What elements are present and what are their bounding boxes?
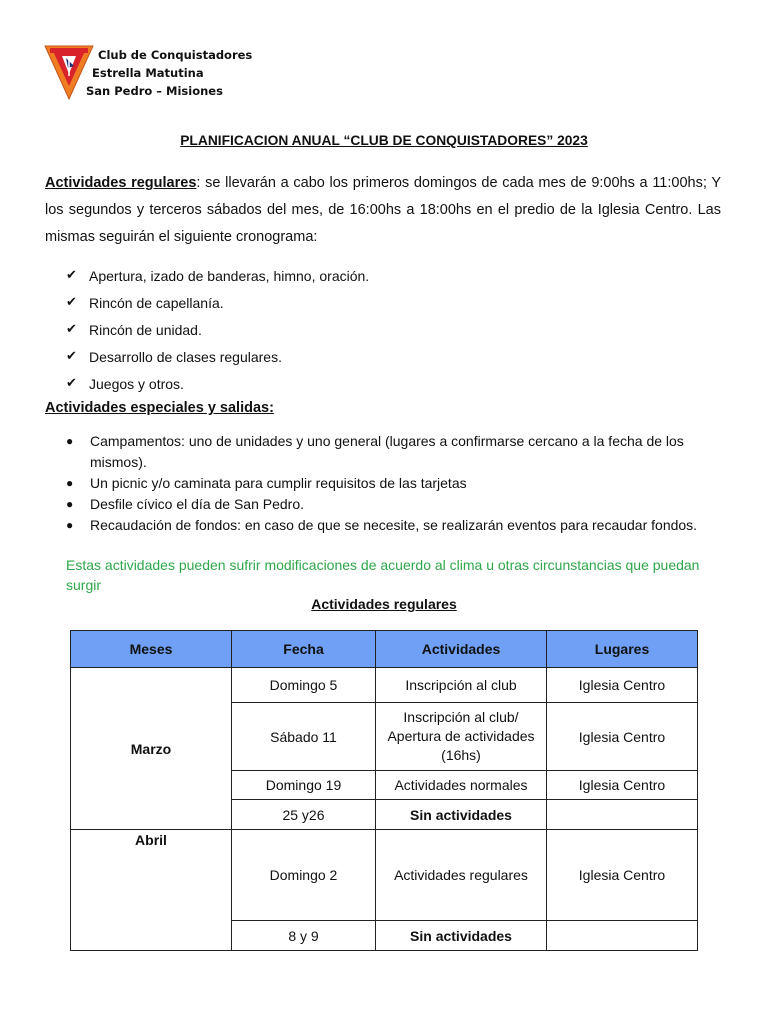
list-item: ✔ Rincón de capellanía. — [66, 289, 369, 316]
special-activities-heading: Actividades especiales y salidas: — [45, 400, 274, 416]
table-row — [71, 668, 698, 703]
fecha-cell: Sábado 11 — [232, 703, 376, 771]
list-item: ✔ Rincón de unidad. — [66, 316, 369, 343]
lugar-cell: Iglesia Centro — [547, 771, 698, 800]
check-icon: ✔ — [66, 348, 77, 364]
fecha-cell: Domingo 2 — [232, 830, 376, 921]
regular-activities-text: : se llevarán a cabo los primeros domingos de cada mes de 9:00hs a 11:00hs; Y los segundos y terceros sábados del mes, de 16:00hs a 18:00hs en el predio de la Iglesia Centro. Las mismas seguirán el siguiente cronograma: — [45, 175, 721, 245]
schedule-table — [70, 630, 698, 951]
table-title: Actividades regulares — [311, 596, 457, 612]
lugar-cell — [547, 921, 698, 951]
lugar-cell: Iglesia Centro — [547, 668, 698, 703]
regular-activities-label: Actividades regulares — [45, 175, 197, 191]
actividad-cell: Sin actividades — [376, 921, 547, 951]
list-item: ✔ Desarrollo de clases regulares. — [66, 343, 369, 370]
bullet-icon: ● — [66, 434, 74, 448]
lugar-cell: Iglesia Centro — [547, 703, 698, 771]
fecha-cell: 25 y26 — [232, 800, 376, 830]
list-item: ● Un picnic y/o caminata para cumplir requisitos de las tarjetas — [66, 473, 716, 494]
header-actividades: Actividades — [376, 631, 547, 668]
list-item: ✔ Juegos y otros. — [66, 370, 369, 397]
table-header-row — [71, 631, 698, 668]
month-cell: Abril — [71, 830, 232, 951]
club-location: San Pedro – Misiones — [86, 84, 223, 98]
actividad-cell: Actividades normales — [376, 771, 547, 800]
schedule-checklist — [66, 262, 369, 397]
header-lugares: Lugares — [547, 631, 698, 668]
check-icon: ✔ — [66, 375, 77, 391]
document-title: PLANIFICACION ANUAL “CLUB DE CONQUISTADORES” 2023 — [180, 133, 588, 148]
actividad-cell: Inscripción al club/ Apertura de actividades (16hs) — [376, 703, 547, 771]
list-item: ● Campamentos: uno de unidades y uno general (lugares a confirmarse cercano a la fecha de los mismos). — [66, 431, 716, 473]
lugar-cell: Iglesia Centro — [547, 830, 698, 921]
list-item: ● Recaudación de fondos: en caso de que se necesite, se realizarán eventos para recaudar fondos. — [66, 515, 716, 536]
special-activities-list — [66, 431, 716, 536]
club-name: Club de Conquistadores — [98, 48, 253, 62]
month-cell: Marzo — [71, 668, 232, 830]
list-item: ● Desfile cívico el día de San Pedro. — [66, 494, 716, 515]
regular-activities-paragraph — [45, 170, 721, 251]
check-icon: ✔ — [66, 267, 77, 283]
lugar-cell — [547, 800, 698, 830]
weather-note: Estas actividades pueden sufrir modificaciones de acuerdo al clima u otras circunstancias que puedan surgir — [66, 557, 700, 593]
fecha-cell: Domingo 5 — [232, 668, 376, 703]
header-fecha: Fecha — [232, 631, 376, 668]
actividad-cell: Actividades regulares — [376, 830, 547, 921]
club-name-block — [86, 46, 253, 100]
header-meses: Meses — [71, 631, 232, 668]
fecha-cell: 8 y 9 — [232, 921, 376, 951]
check-icon: ✔ — [66, 321, 77, 337]
table-row — [71, 830, 698, 921]
club-subtitle: Estrella Matutina — [92, 66, 204, 80]
check-icon: ✔ — [66, 294, 77, 310]
list-item: ✔ Apertura, izado de banderas, himno, oración. — [66, 262, 369, 289]
bullet-icon: ● — [66, 497, 74, 511]
bullet-icon: ● — [66, 476, 74, 490]
bullet-icon: ● — [66, 518, 74, 532]
actividad-cell: Sin actividades — [376, 800, 547, 830]
fecha-cell: Domingo 19 — [232, 771, 376, 800]
actividad-cell: Inscripción al club — [376, 668, 547, 703]
